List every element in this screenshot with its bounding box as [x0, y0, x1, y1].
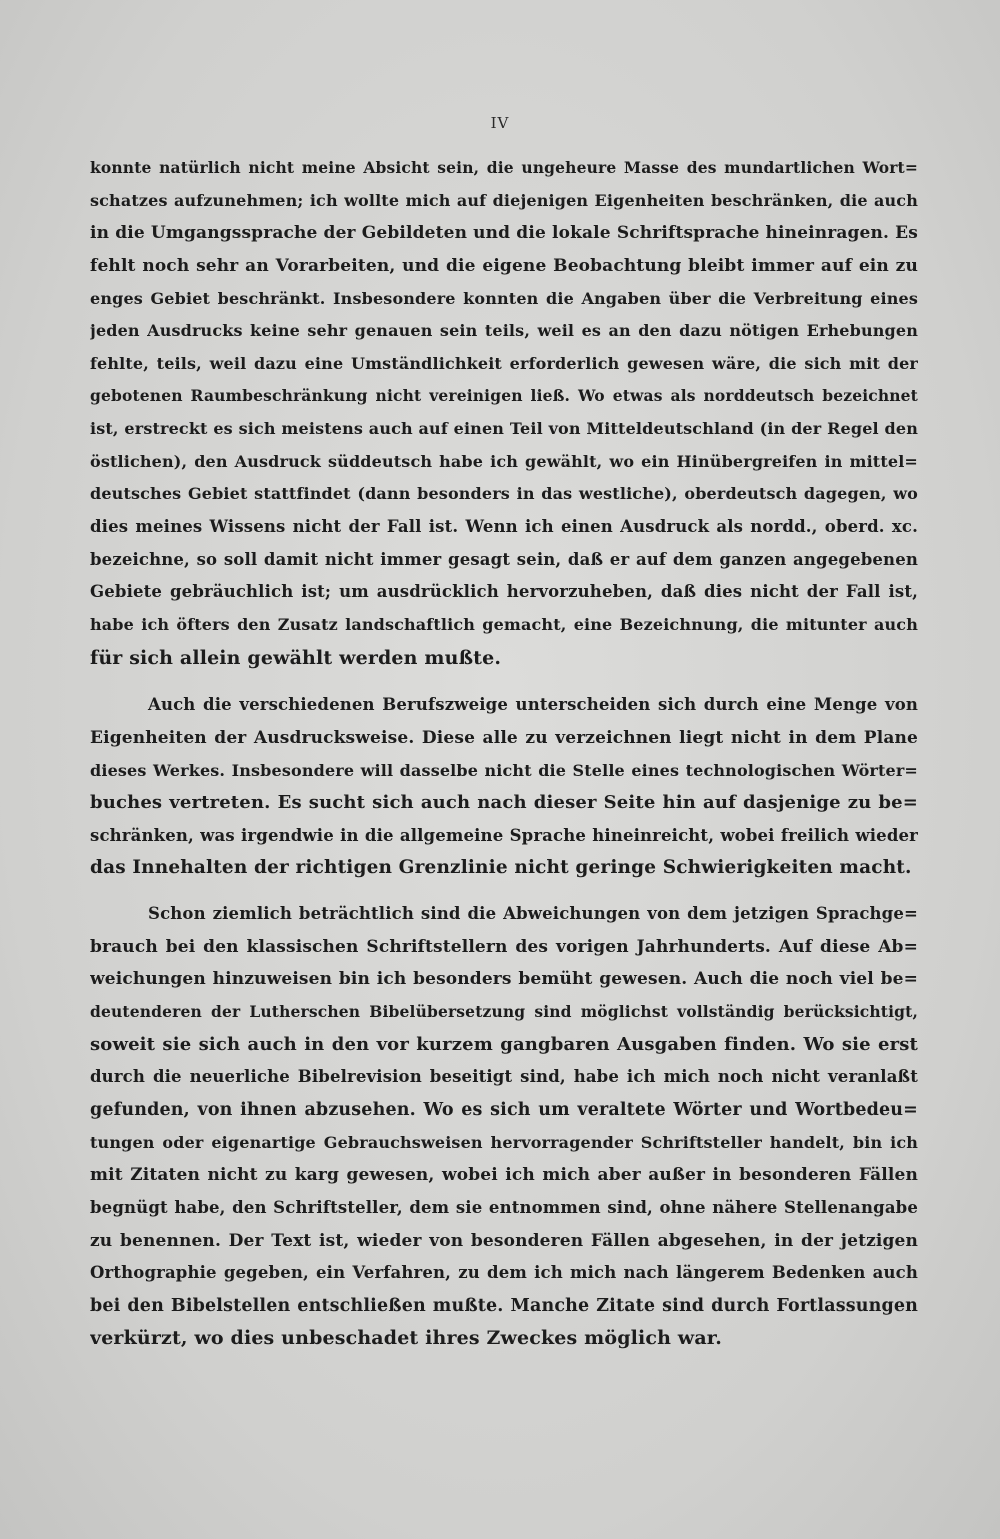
- text-line: soweit sie sich auch in den vor kurzem gangbaren Ausgaben finden. Wo sie erst: [90, 1033, 918, 1055]
- text-line: Schon ziemlich beträchtlich sind die Abweichungen von dem jetzigen Sprachge=: [148, 904, 918, 924]
- text-line: fehlt noch sehr an Vorarbeiten, und die eigene Beobachtung bleibt immer auf ein zu: [90, 255, 918, 276]
- text-line: deutsches Gebiet stattfindet (dann besonders in das westliche), oberdeutsch dagegen, wo: [90, 484, 918, 504]
- text-line: deutenderen der Lutherschen Bibelübersetzung sind möglichst vollständig berücksichtigt,: [90, 1002, 918, 1022]
- body-text: [90, 152, 918, 1355]
- text-line: tungen oder eigenartige Gebrauchsweisen hervorragender Schriftsteller handelt, bin ich: [90, 1132, 918, 1152]
- text-line: schränken, was irgendwie in die allgemeine Sprache hineinreicht, wobei freilich wieder: [90, 825, 918, 845]
- text-line: jeden Ausdrucks keine sehr genauen sein teils, weil es an den dazu nötigen Erhebungen: [90, 321, 918, 341]
- text-line: weichungen hinzuweisen bin ich besonders bemüht gewesen. Auch die noch viel be=: [90, 969, 918, 990]
- text-line: schatzes aufzunehmen; ich wollte mich auf diejenigen Eigenheiten beschränken, die auch: [90, 190, 918, 210]
- text-line: konnte natürlich nicht meine Absicht sein, die ungeheure Masse des mundartlichen Wort=: [90, 158, 918, 177]
- text-line: dieses Werkes. Insbesondere will dasselbe nicht die Stelle eines technologischen Wörter=: [90, 760, 918, 780]
- text-line: begnügt habe, den Schriftsteller, dem sie entnommen sind, ohne nähere Stellenangabe: [90, 1197, 918, 1217]
- paragraph-1: [90, 152, 918, 674]
- page-number: IV: [490, 114, 510, 132]
- text-line: das Innehalten der richtigen Grenzlinie nicht geringe Schwierigkeiten macht.: [90, 857, 912, 879]
- paragraph-2: [90, 689, 918, 885]
- text-line: verkürzt, wo dies unbeschadet ihres Zweckes möglich war.: [90, 1327, 722, 1350]
- text-line: ist, erstreckt es sich meistens auch auf einen Teil von Mitteldeutschland (in der Regel den: [90, 419, 918, 439]
- text-line: zu benennen. Der Text ist, wieder von besonderen Fällen abgesehen, in der jetzigen: [90, 1230, 918, 1251]
- text-line: brauch bei den klassischen Schriftstellern des vorigen Jahrhunderts. Auf diese Ab=: [90, 936, 918, 957]
- text-line: dies meines Wissens nicht der Fall ist. Wenn ich einen Ausdruck als nordd., oberd. xc.: [90, 517, 918, 537]
- text-line: östlichen), den Ausdruck süddeutsch habe ich gewählt, wo ein Hinübergreifen in mittel=: [90, 451, 918, 471]
- text-line: gefunden, von ihnen abzusehen. Wo es sich um veraltete Wörter und Wortbedeu=: [90, 1099, 918, 1120]
- text-line: für sich allein gewählt werden mußte.: [90, 646, 502, 669]
- paragraph-3: [90, 898, 918, 1355]
- text-line: Orthographie gegeben, ein Verfahren, zu dem ich mich nach längerem Bedenken auch: [90, 1263, 918, 1283]
- text-line: in die Umgangssprache der Gebildeten und die lokale Schriftsprache hineinragen. Es: [90, 223, 918, 244]
- text-line: bezeichne, so soll damit nicht immer gesagt sein, daß er auf dem ganzen angegebenen: [90, 549, 918, 569]
- paragraph-spacer: [90, 674, 918, 689]
- paragraph-spacer: [90, 885, 918, 898]
- text-line: habe ich öfters den Zusatz landschaftlich gemacht, eine Bezeichnung, die mitunter auch: [90, 614, 918, 634]
- text-line: durch die neuerliche Bibelrevision beseitigt sind, habe ich mich noch nicht veranlaßt: [90, 1067, 918, 1087]
- text-line: Gebiete gebräuchlich ist; um ausdrücklich hervorzuheben, daß dies nicht der Fall ist,: [90, 582, 918, 602]
- text-line: gebotenen Raumbeschränkung nicht vereinigen ließ. Wo etwas als norddeutsch bezeichnet: [90, 386, 918, 406]
- text-line: bei den Bibelstellen entschließen mußte. Manche Zitate sind durch Fortlassungen: [90, 1295, 918, 1316]
- text-line: Auch die verschiedenen Berufszweige unterscheiden sich durch eine Menge von: [148, 695, 918, 715]
- text-line: enges Gebiet beschränkt. Insbesondere konnten die Angaben über die Verbreitung eines: [90, 288, 918, 308]
- text-line: fehlte, teils, weil dazu eine Umständlichkeit erforderlich gewesen wäre, die sich mit der: [90, 353, 918, 373]
- text-line: mit Zitaten nicht zu karg gewesen, wobei ich mich aber außer in besonderen Fällen: [90, 1165, 918, 1186]
- text-line: buches vertreten. Es sucht sich auch nach dieser Seite hin auf dasjenige zu be=: [90, 792, 918, 814]
- text-line: Eigenheiten der Ausdrucksweise. Diese alle zu verzeichnen liegt nicht in dem Plane: [90, 727, 918, 748]
